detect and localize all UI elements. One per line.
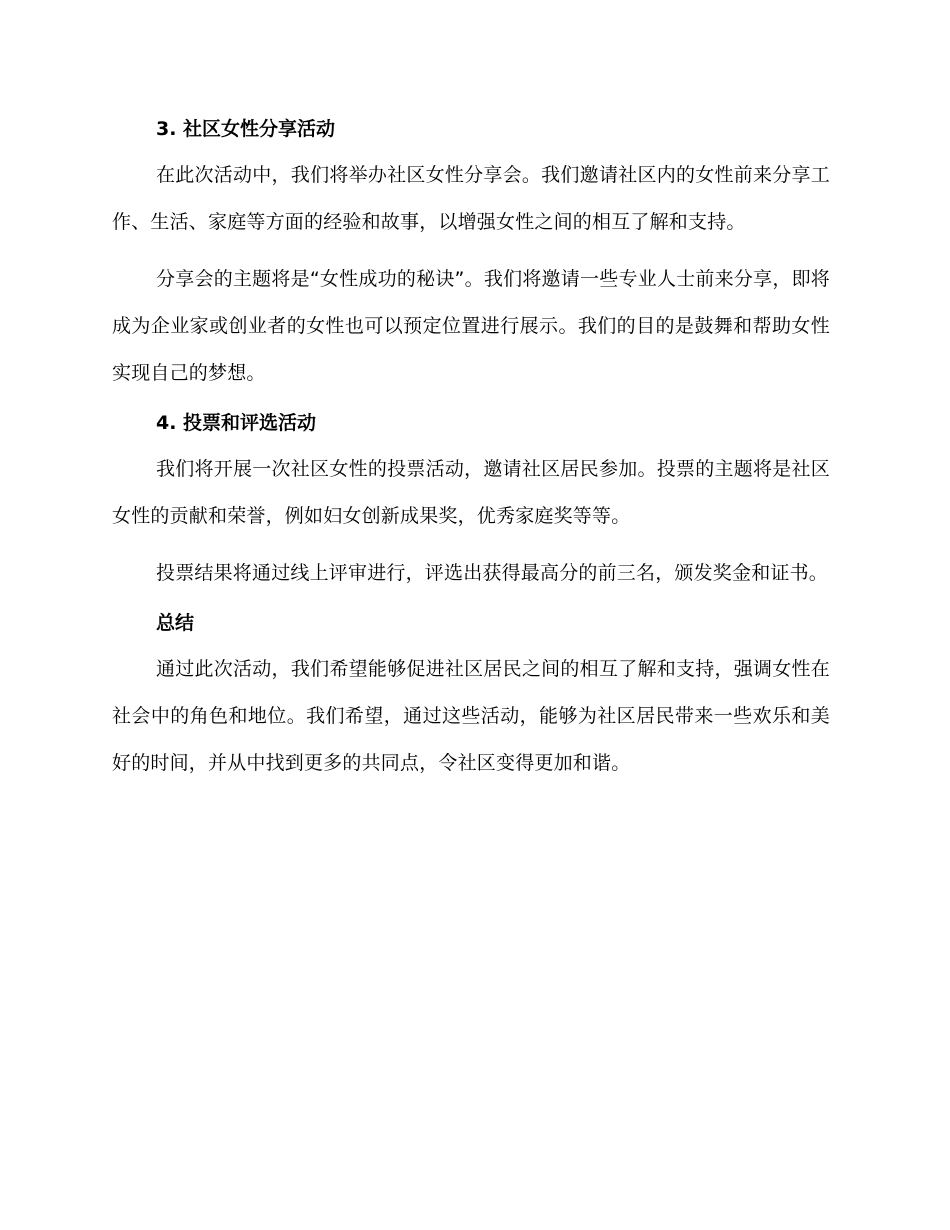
section-heading-3: 3. 社区女性分享活动: [156, 118, 336, 140]
paragraph: 通过此次活动，我们希望能够促进社区居民之间的相互了解和支持，强调女性在社会中的角色和地位。我们希望，通过这些活动，能够为社区居民带来一些欢乐和美好的时间，并从中找到更多的共同点，令社区变得更加和谐。: [112, 658, 830, 774]
document-page: [112, 113, 830, 787]
section-heading-summary: 总结: [156, 612, 195, 634]
paragraph: 分享会的主题将是“女性成功的秘诀”。我们将邀请一些专业人士前来分享，即将成为企业家或创业者的女性也可以预定位置进行展示。我们的目的是鼓舞和帮助女性实现自己的梦想。: [112, 268, 830, 384]
paragraph: 我们将开展一次社区女性的投票活动，邀请社区居民参加。投票的主题将是社区女性的贡献和荣誉，例如妇女创新成果奖，优秀家庭奖等等。: [112, 458, 830, 527]
paragraph: 投票结果将通过线上评审进行，评选出获得最高分的前三名，颁发奖金和证书。: [156, 562, 829, 584]
section-heading-4: 4. 投票和评选活动: [156, 412, 317, 434]
paragraph: 在此次活动中，我们将举办社区女性分享会。我们邀请社区内的女性前来分享工作、生活、家庭等方面的经验和故事，以增强女性之间的相互了解和支持。: [112, 164, 830, 233]
